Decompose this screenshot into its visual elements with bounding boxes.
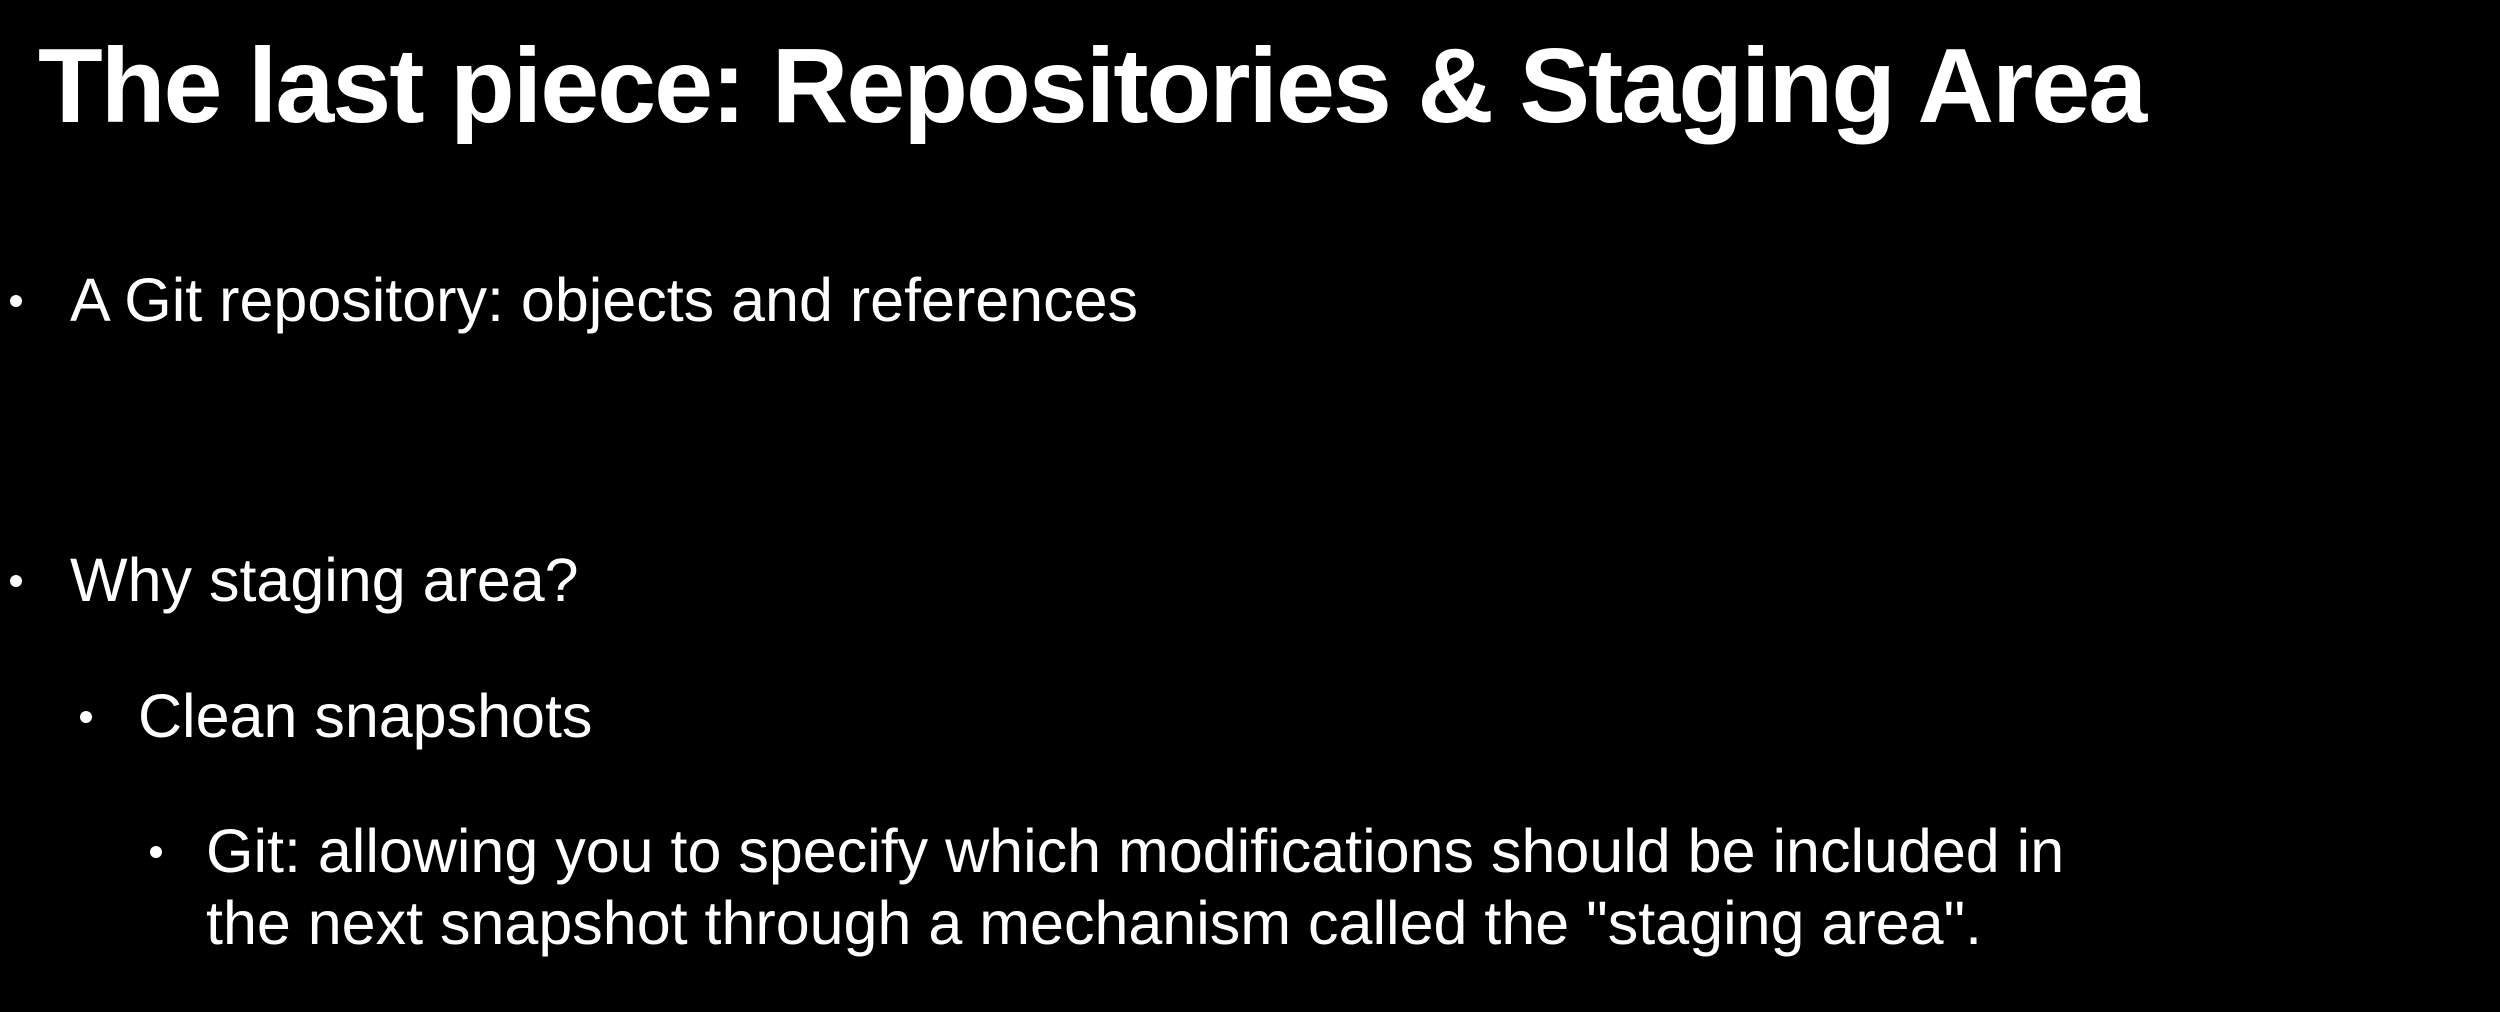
- sub-sub-bullet-line-2: the next snapshot through a mechanism called the "staging area".: [206, 889, 1983, 957]
- sub-sub-bullet-icon: [150, 846, 162, 858]
- bullet-icon: [10, 575, 22, 587]
- sub-bullet-item: Clean snapshots: [138, 682, 593, 750]
- sub-bullet-icon: [80, 711, 92, 723]
- slide-title: The last piece: Repositories & Staging Area: [38, 27, 2146, 145]
- bullet-item: A Git repository: objects and references: [70, 266, 1139, 334]
- bullet-icon: [10, 295, 22, 307]
- sub-sub-bullet-line-1: Git: allowing you to specify which modifications should be included in: [206, 817, 2065, 885]
- sub-sub-bullet-item: [206, 815, 2446, 959]
- bullet-item: Why staging area?: [70, 546, 579, 614]
